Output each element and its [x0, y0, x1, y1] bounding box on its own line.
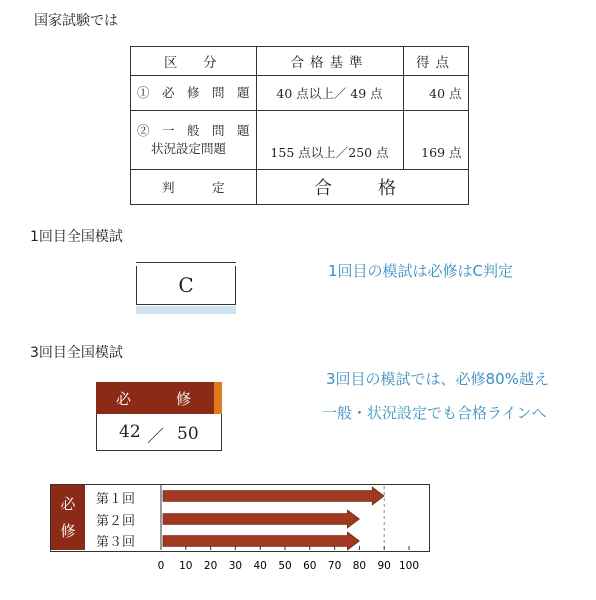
section-title-mock1: 1回目全国模試 [30, 229, 123, 245]
section-title-national-exam: 国家試験では [34, 13, 118, 29]
chart-tick-label: 20 [203, 560, 218, 572]
chart-side-label-bottom: 修 [60, 522, 76, 540]
row-standard: 155 点以上／250 点 [256, 111, 403, 170]
chart-side-label-top: 必 [60, 495, 76, 513]
mock3-score-sep: ／ [147, 427, 164, 447]
chart-bar [163, 532, 359, 550]
header-score: 得点 [403, 47, 468, 76]
chart-tick-label: 100 [398, 560, 420, 572]
mock3-score-num: 42 [119, 422, 141, 442]
category-line: 状況設定問題 [151, 141, 227, 156]
mock3-note-line1: 3回目の模試では、必修80%越え [326, 370, 549, 388]
category-line: ② 一 般 問 題 [137, 123, 250, 138]
chart-tick-label: 70 [327, 560, 342, 572]
mock3-header-left: 必 [116, 390, 132, 408]
chart-tick-label: 90 [377, 560, 391, 572]
chart-category-label: 第３回 [96, 535, 136, 550]
chart-bar [163, 510, 359, 528]
category-line: ① 必 修 問 題 [137, 85, 250, 100]
verdict-value: 合 格 [256, 170, 468, 205]
mock3-header-right: 修 [176, 390, 192, 408]
chart-tick-label: 60 [303, 560, 317, 572]
mock3-score-den: 50 [177, 424, 199, 444]
chart-tick-label: 0 [157, 560, 165, 572]
chart-tick-label: 40 [253, 560, 267, 572]
mock1-note: 1回目の模試は必修はC判定 [328, 262, 514, 280]
chart-tick-label: 80 [352, 560, 367, 572]
chart-tick-label: 10 [179, 560, 193, 572]
mock3-note-line2: 一般・状況設定でも合格ラインへ [322, 404, 547, 422]
chart-category-label: 第１回 [96, 492, 136, 507]
verdict-label: 判 定 [131, 170, 257, 205]
chart-category-label: 第２回 [96, 514, 136, 529]
section-title-mock3: 3回目全国模試 [30, 345, 123, 361]
row-score: 40 点 [403, 76, 468, 111]
row-standard: 40 点以上／ 49 点 [256, 76, 403, 111]
chart-bar [163, 487, 384, 505]
header-category: 区 分 [131, 47, 257, 76]
row-score: 169 点 [403, 111, 468, 170]
chart-tick-label: 50 [278, 560, 292, 572]
header-standard: 合格基準 [256, 47, 403, 76]
mock1-grade: C [178, 273, 194, 297]
chart-tick-label: 30 [228, 560, 243, 572]
